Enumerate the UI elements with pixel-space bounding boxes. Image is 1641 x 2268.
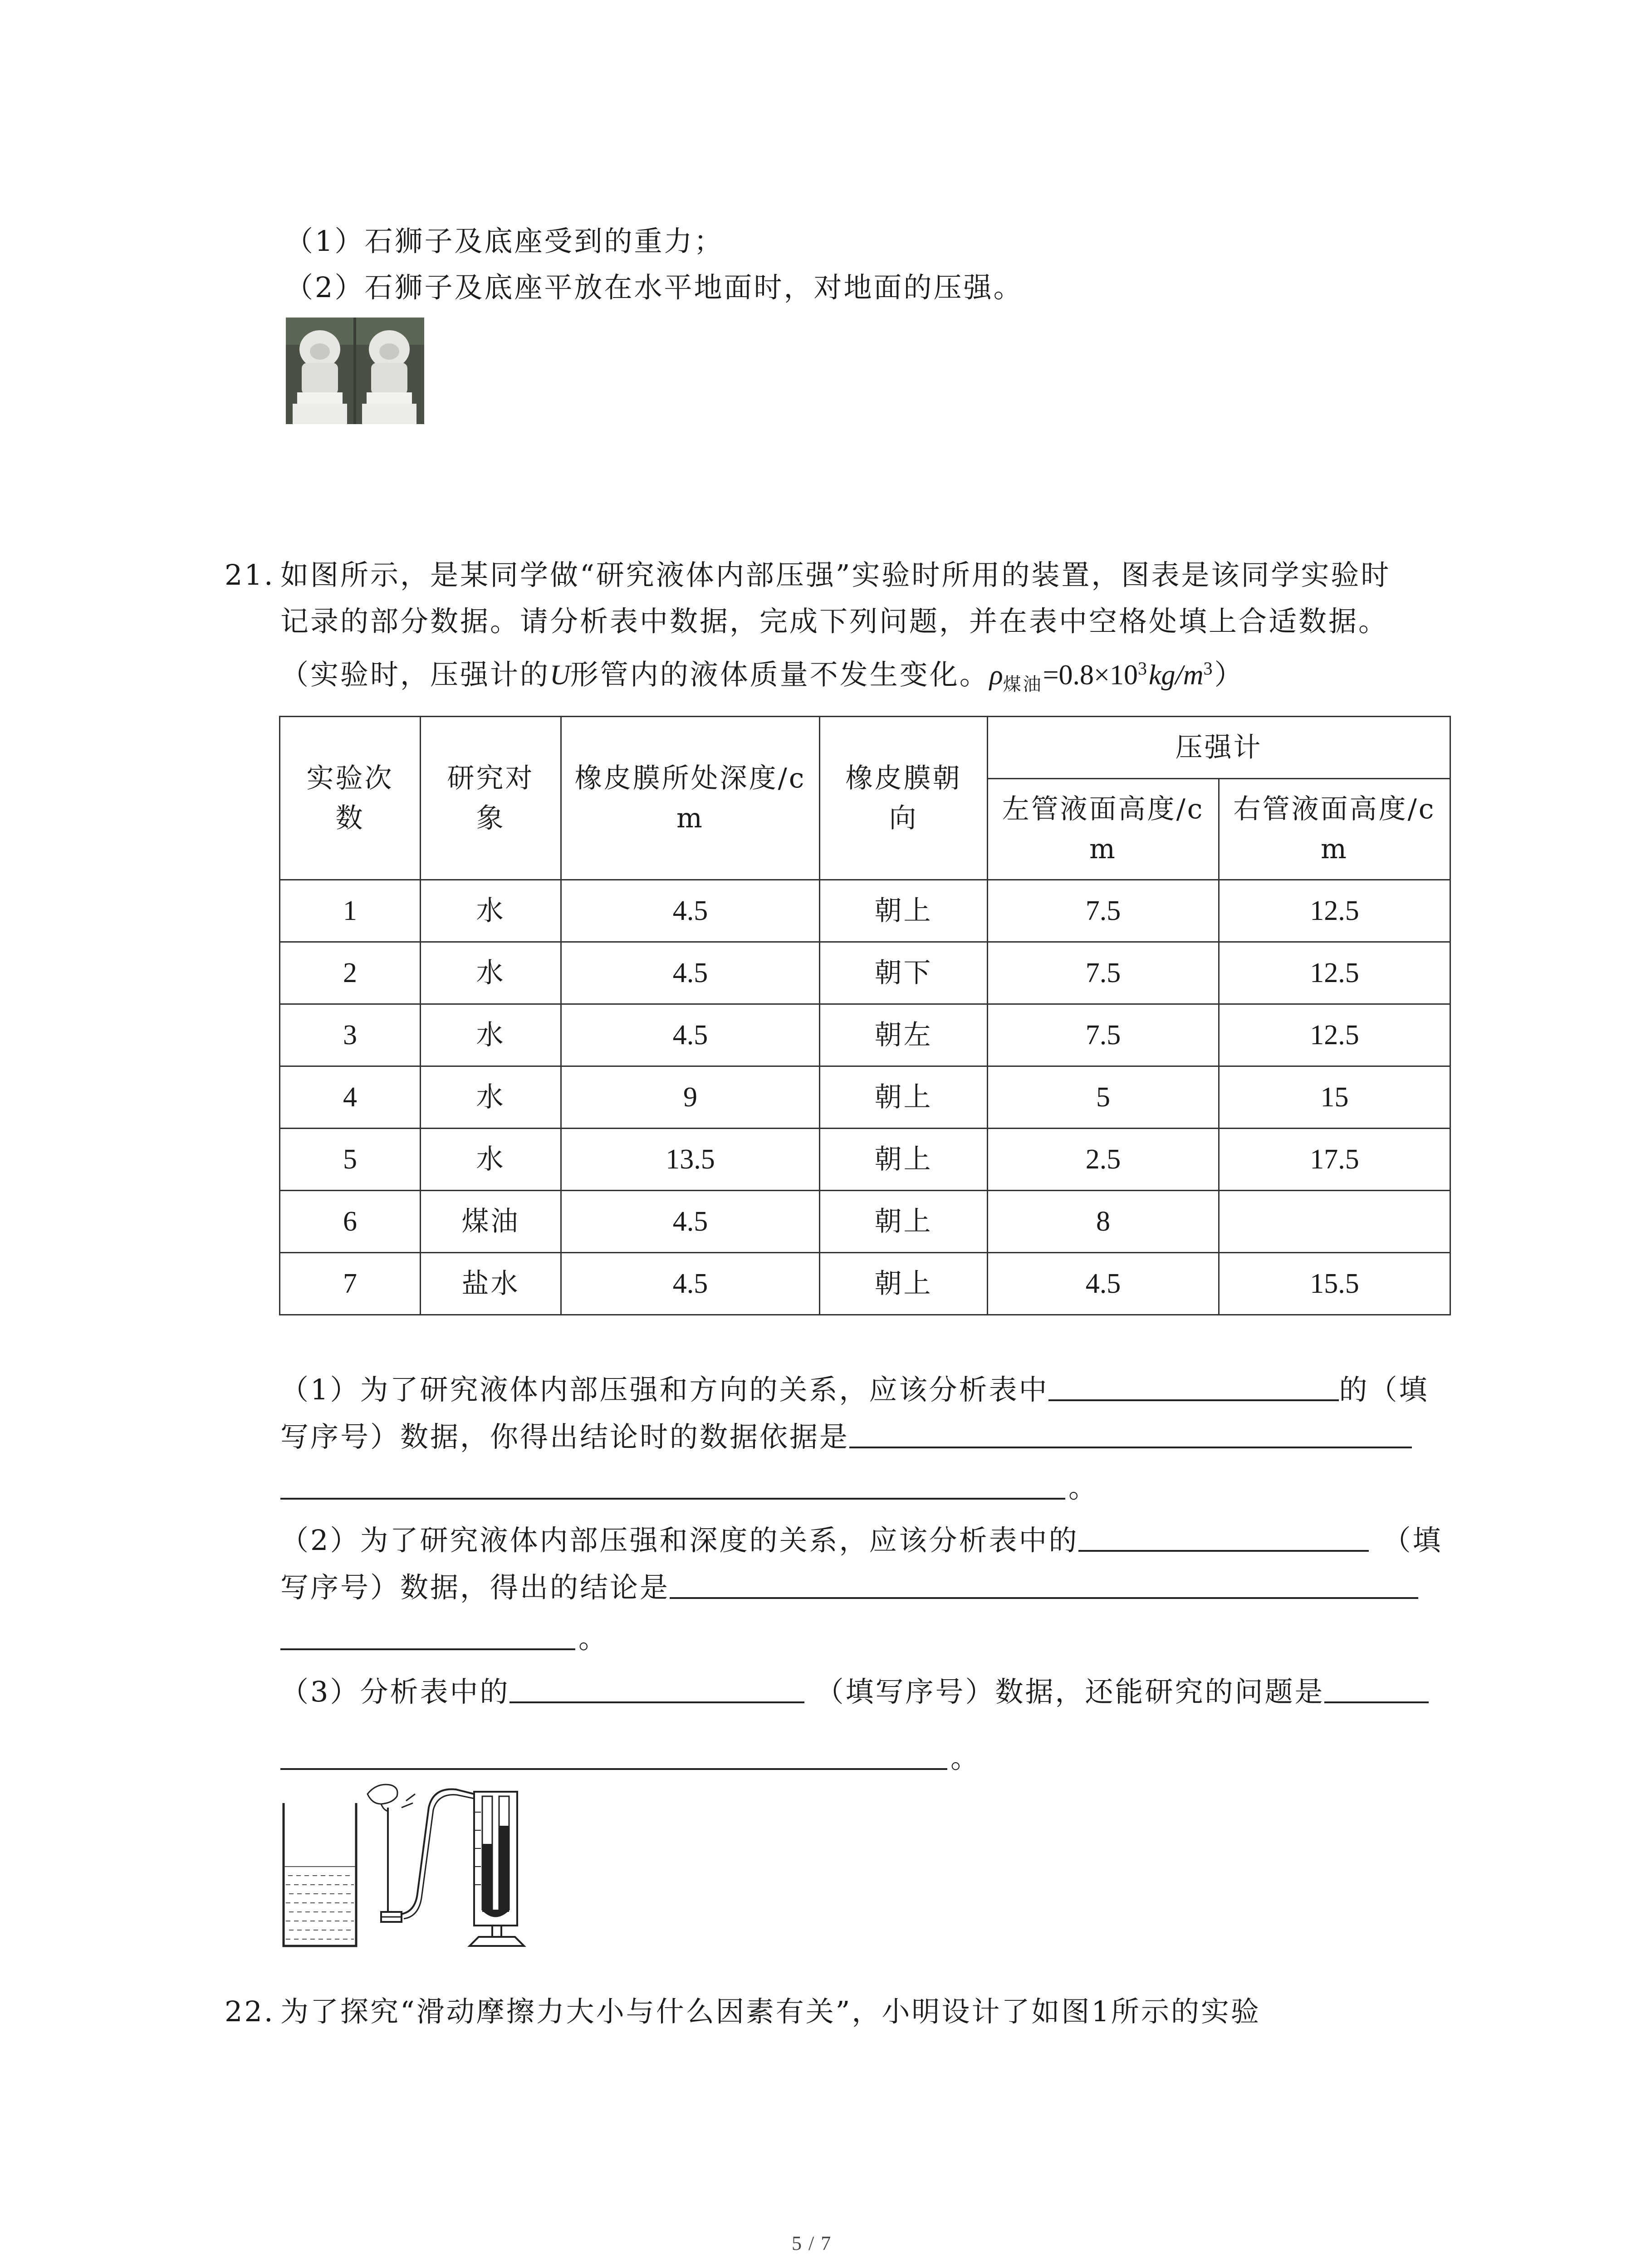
table-row: 6 煤油 4.5 朝上 8: [280, 1191, 1450, 1253]
answer-blank-1a[interactable]: [1048, 1372, 1339, 1401]
header-right-tube: 右管液面高度/cm: [1219, 779, 1450, 880]
q22-number: 22.: [225, 1995, 275, 2028]
table-row: 1 水 4.5 朝上 7.5 12.5: [280, 880, 1450, 942]
answer-blank-3a[interactable]: [509, 1674, 804, 1703]
answer-blank-3c[interactable]: [280, 1768, 947, 1770]
experiment-data-table: [279, 716, 1451, 1315]
table-row: 5 水 13.5 朝上 2.5 17.5: [280, 1129, 1450, 1191]
header-direction: 橡皮膜朝向: [820, 717, 988, 880]
header-object: 研究对象: [421, 717, 561, 880]
header-left-tube: 左管液面高度/cm: [988, 779, 1219, 880]
q21-stem-line-2: 记录的部分数据。请分析表中数据，完成下列问题，并在表中空格处填上合适数据。: [280, 605, 1389, 638]
answer-blank-2a[interactable]: [1078, 1523, 1369, 1552]
q21-sub2-line-1: （2）为了研究液体内部压强和深度的关系，应该分析表中的 （填: [280, 1524, 1443, 1557]
answer-blank-2b[interactable]: [670, 1570, 1418, 1599]
table-row: 7 盐水 4.5 朝上 4.5 15.5: [280, 1253, 1450, 1315]
header-pressure-gauge: 压强计: [988, 717, 1450, 779]
q21-sub1-line-2: 写序号）数据，你得出结论时的数据依据是: [280, 1419, 1412, 1455]
q22-stem: 为了探究“滑动摩擦力大小与什么因素有关”，小明设计了如图1所示的实验: [280, 1995, 1261, 2028]
q21-stem-line-3: （实验时，压强计的U形管内的液体质量不发生变化。$\rho_{煤油}=0.8\times 10^3kg/m^3$）: [280, 658, 1244, 695]
q21-stem-line-1: 如图所示，是某同学做“研究液体内部压强”实验时所用的装置，图表是该同学实验时: [280, 558, 1391, 591]
q20-subquestion-2: （2）石狮子及底座平放在水平地面时，对地面的压强。: [285, 271, 1024, 304]
q21-sub3-end: 。: [950, 1741, 981, 1774]
q21-sub2-end: 。: [578, 1622, 609, 1655]
q20-subquestion-1: （1）石狮子及底座受到的重力；: [285, 225, 724, 258]
header-trial: 实验次数: [280, 717, 421, 880]
answer-blank-2c[interactable]: [280, 1648, 575, 1650]
page-number: 5 / 7: [792, 2232, 832, 2254]
q21-sub1-end: 。: [1068, 1471, 1099, 1504]
table-row: 2 水 4.5 朝下 7.5 12.5: [280, 942, 1450, 1004]
table-row: 4 水 9 朝上 5 15: [280, 1066, 1450, 1129]
q21-number: 21.: [225, 558, 275, 591]
pressure-gauge-apparatus-diagram: [279, 1776, 551, 1953]
q21-sub1-line-1: （1）为了研究液体内部压强和方向的关系，应该分析表中 的（填: [280, 1373, 1429, 1406]
answer-blank-1c[interactable]: [280, 1498, 1065, 1500]
answer-blank-3b[interactable]: [1324, 1674, 1429, 1703]
stone-lions-photo: [286, 318, 424, 424]
blank-cell: [1219, 1191, 1450, 1253]
answer-blank-1b[interactable]: [849, 1419, 1412, 1448]
q21-sub3-line-1: （3）分析表中的 （填写序号）数据，还能研究的问题是: [280, 1674, 1429, 1710]
q21-sub2-line-2: 写序号）数据，得出的结论是: [280, 1569, 1418, 1606]
header-depth: 橡皮膜所处深度/cm: [561, 717, 820, 880]
table-row: 3 水 4.5 朝左 7.5 12.5: [280, 1004, 1450, 1066]
